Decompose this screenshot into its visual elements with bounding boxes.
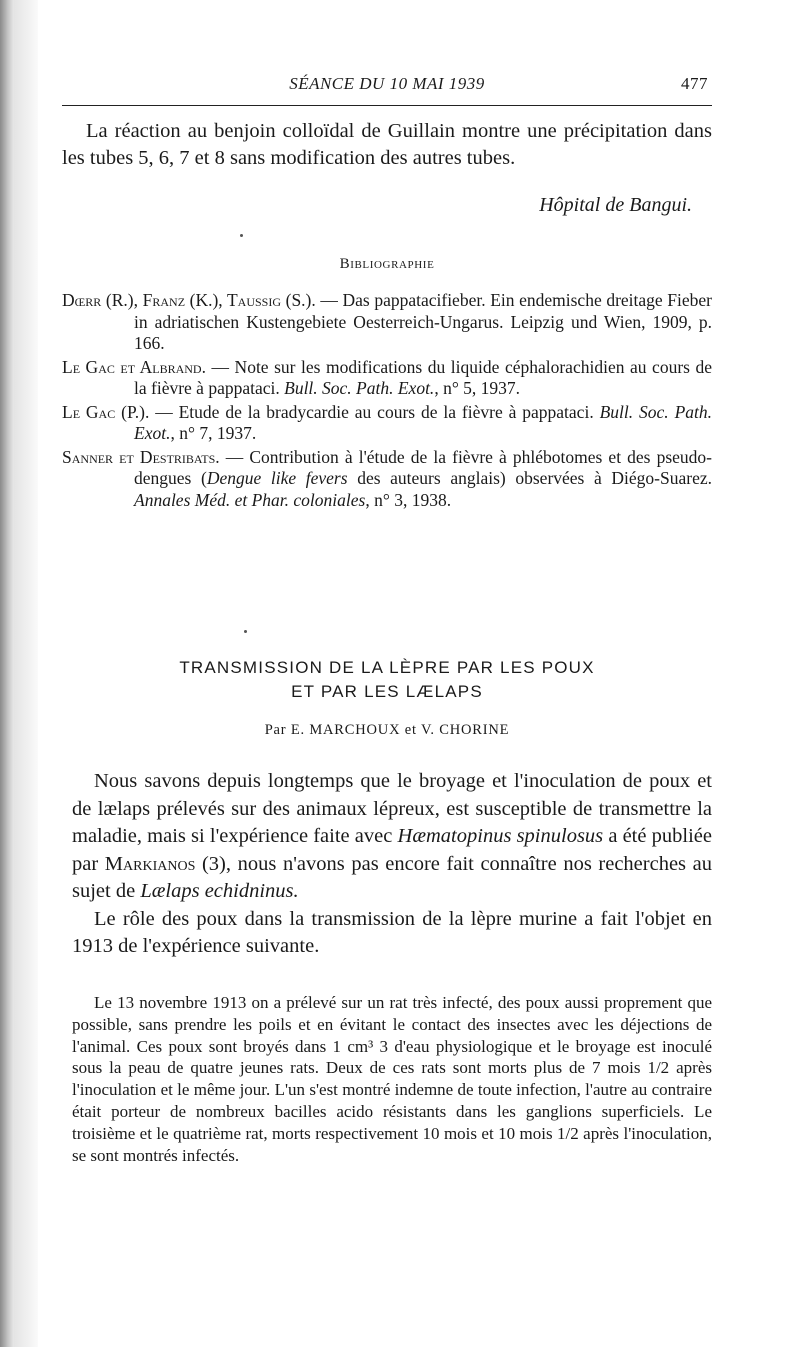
species-name: Lælaps echidninus. <box>140 880 299 902</box>
bib-journal: Bull. Soc. Path. Exot. <box>134 401 712 443</box>
bib-text: — Etude de la bradycardie au cours de la fièvre à pappataci. <box>149 401 600 422</box>
article-body <box>72 768 712 961</box>
species-name: Hæmatopinus spinulosus <box>397 825 604 847</box>
title-line-1: TRANSMISSION DE LA LÈPRE PAR LES POUX <box>179 658 595 677</box>
bibliography <box>62 290 712 513</box>
text: Nous savons depuis longtemps que le broyage et l'inoculation de poux et de lælaps prélevés sur des animaux lépreux, est susceptible de transmettre la maladie, mais si l'expérience faite avec <box>72 770 712 847</box>
bib-authors: Dœrr (R.), Franz (K.), Taussig (S.). <box>62 290 316 310</box>
bib-italic: Dengue like fevers <box>206 468 348 488</box>
intro-section <box>62 118 712 172</box>
page-number: 477 <box>681 74 708 93</box>
bib-authors: Le Gac et Albrand. <box>62 356 206 377</box>
bib-text: — Contribution à l'étude de la fièvre à phlébotomes et des pseudo-dengues ( <box>134 446 712 488</box>
text: (3), nous n'avons pas encore fait connaître nos recherches au sujet de <box>72 852 712 902</box>
bib-text: — Das pappatacifieber. Ein endemische dreitage Fieber in adriatischen Kustengebiete Oesterreich-Ungarus. Leipzig und Wien, 1909, p. 166. <box>134 290 712 353</box>
article-title <box>62 656 712 704</box>
page-margin <box>14 0 38 1347</box>
bib-journal: Annales Méd. et Phar. coloniales <box>134 489 366 510</box>
running-title: SÉANCE DU 10 MAI 1939 <box>289 74 485 93</box>
bib-entry <box>62 357 712 400</box>
bib-text: — Note sur les modifications du liquide céphalorachidien au cours de la fièvre à pappataci. <box>134 356 713 398</box>
text: a été publiée par <box>72 825 712 875</box>
running-head <box>62 74 712 98</box>
intro-paragraph: La réaction au benjoin colloïdal de Guillain montre une précipitation dans les tubes 5, 6, 7 et 8 sans modification des autres tubes. <box>62 120 712 169</box>
bib-authors: Sanner et Destribats. <box>62 446 220 467</box>
bib-text: des auteurs anglais) observées à Diégo-Suarez. <box>347 468 712 488</box>
bib-journal: Bull. Soc. Path. Exot. <box>284 378 435 398</box>
bib-authors: Le Gac (P.). <box>62 401 150 422</box>
bibliography-heading: Bibliographie <box>339 256 435 272</box>
title-line-2: ET PAR LES LÆLAPS <box>291 682 483 701</box>
page-binding-shadow <box>0 0 14 1347</box>
bib-entry <box>62 402 712 445</box>
bib-text: , n° 5, 1937. <box>434 378 521 398</box>
article-byline: Par E. MARCHOUX et V. CHORINE <box>264 722 510 738</box>
signature: Hôpital de Bangui. <box>539 194 692 216</box>
bib-text: , n° 7, 1937. <box>170 423 257 443</box>
experiment-description <box>72 992 712 1166</box>
paragraph-1 <box>72 768 712 906</box>
speck <box>244 630 247 633</box>
bib-text: , n° 3, 1938. <box>365 489 452 510</box>
bib-entry <box>62 447 712 512</box>
speck <box>240 234 243 237</box>
bib-entry <box>62 290 712 355</box>
cited-author: Markianos <box>104 852 196 875</box>
header-rule <box>62 105 712 106</box>
paragraph-3: Le 13 novembre 1913 on a prélevé sur un rat très infecté, des poux aussi proprement que possible, sans prendre les poils et en évitant le contact des insectes avec les déjections de l'animal. Ces poux sont broyés dans 1 cm³ 3 d'eau physiologique et le broyage est inoculé sous la peau de quatre jeunes rats. Deux de ces rats sont morts plus de 7 mois 1/2 après l'inoculation et le même jour. L'un s'est montré indemne de toute infection, l'autre au contraire était porteur de nombreux bacilles acido résistants dans les ganglions superficiels. Le troisième et le quatrième rat, morts respectivement 10 mois et 10 mois 1/2 après l'inoculation, se sont montrés infectés. <box>72 993 712 1165</box>
paragraph-2: Le rôle des poux dans la transmission de la lèpre murine a fait l'objet en 1913 de l'expérience suivante. <box>72 907 712 957</box>
